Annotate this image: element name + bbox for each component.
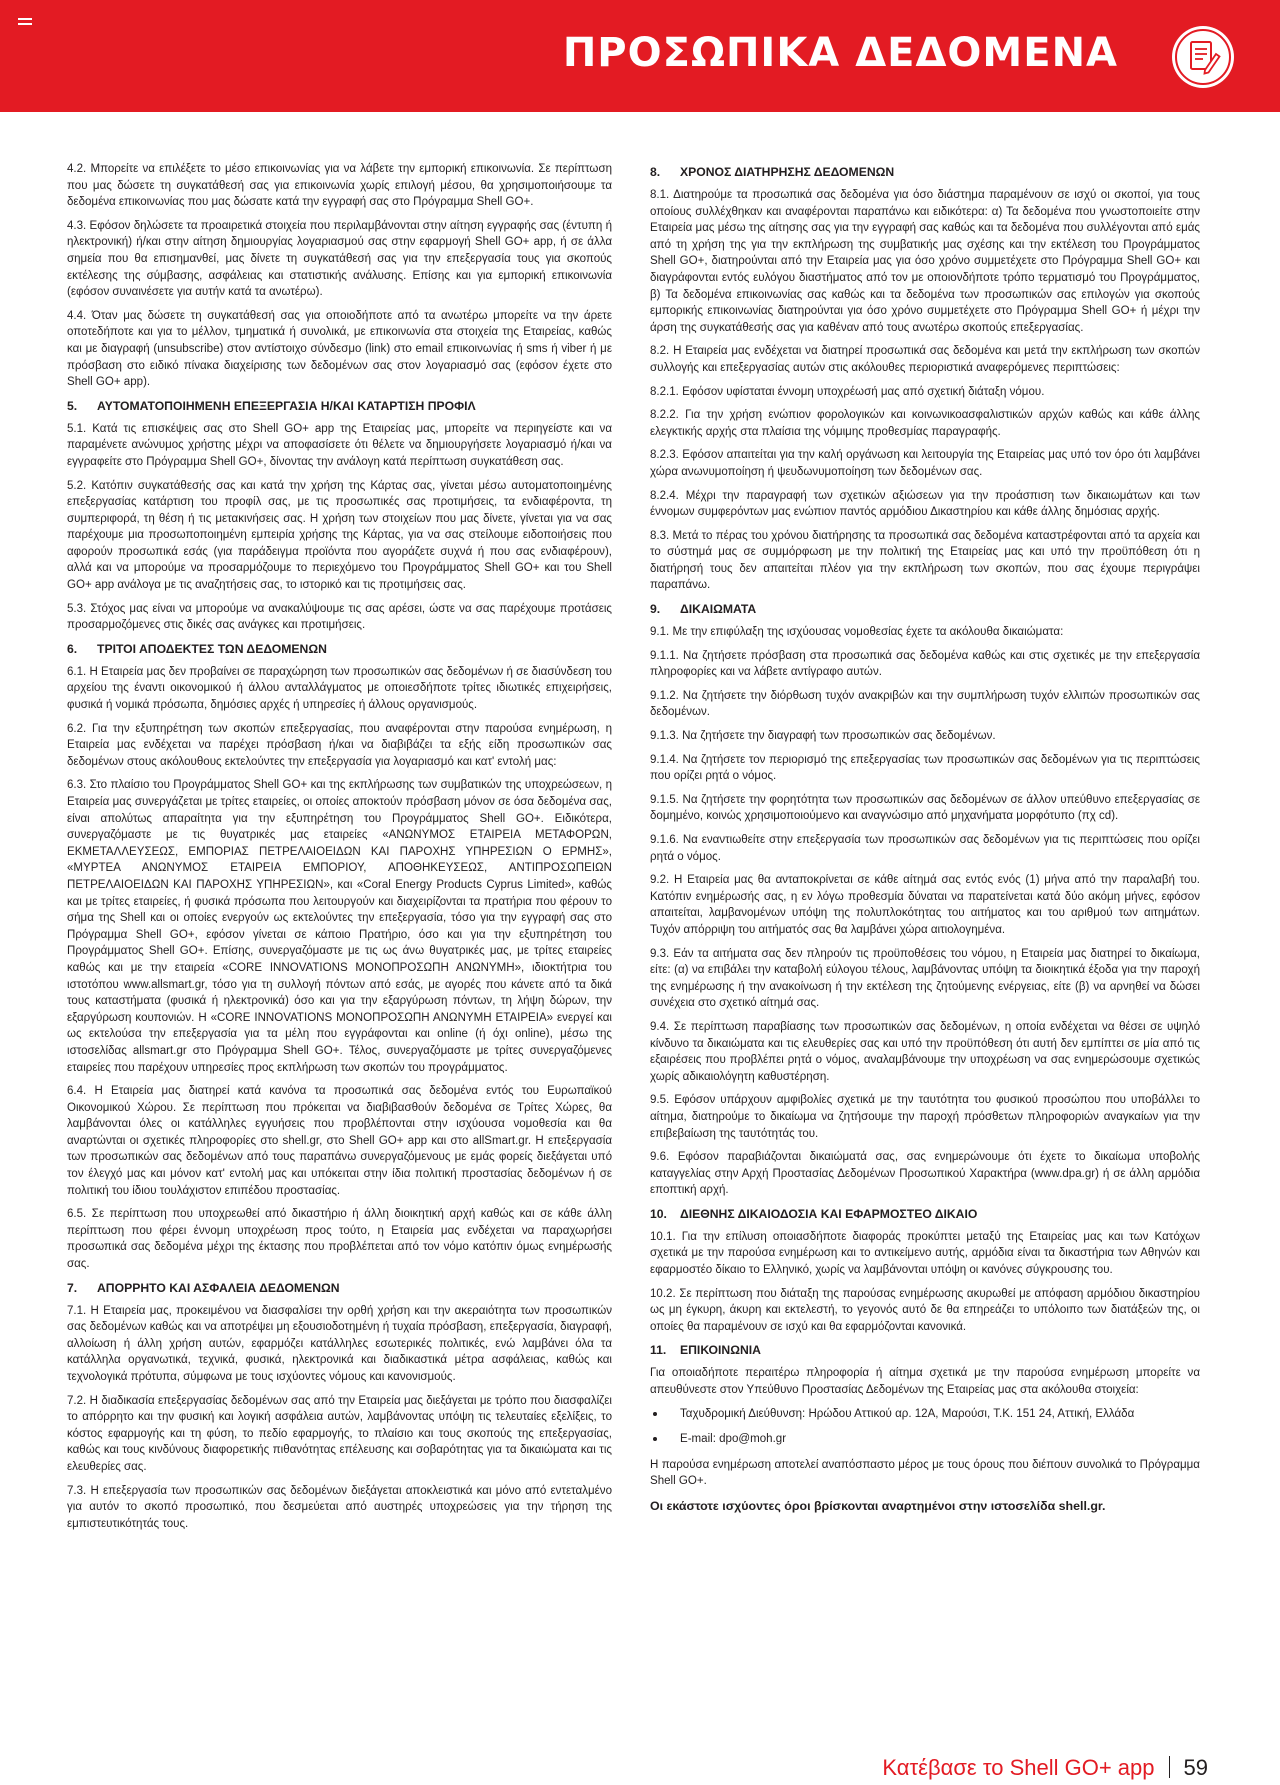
clause-6-3: 6.3. Στο πλαίσιο του Προγράμματος Shell GO+ και της εκπλήρωσης των συμβατικών της υποχρεώσεων, η Εταιρεία μας συνεργάζεται με τρίτες εταιρείες, οι οποίες αποκτούν πρόσβαση μόνον σε όσα δεδομένα σας, είναι απολύτως απαραίτητα για την εξυπηρέτηση του Προγράμματος Shell GO+. Ειδικότερα, συνεργαζόμαστε με τις θυγατρικές μας εταιρείες «ΑΝΩΝΥΜΟΣ ΕΤΑΙΡΕΙΑ ΜΕΤΑΦΟΡΩΝ, ΕΚΜΕΤΑΛΛΕΥΣΕΩΣ, ΕΜΠΟΡΙΑΣ ΠΕΤΡΕΛΑΙΟΕΙΔΩΝ ΚΑΙ ΠΑΡΟΧΗΣ ΥΠΗΡΕΣΙΩΝ Ο ΕΡΜΗΣ», «ΜΥΡΤΕΑ ΑΝΩΝΥΜΟΣ ΕΤΑΙΡΕΙΑ ΕΜΠΟΡΙΟΥ, ΑΠΟΘΗΚΕΥΣΕΩΣ, ΑΝΤΙΠΡΟΣΩΠΕΙΩΝ ΠΕΤΡΕΛΑΙΟΕΙΔΩΝ ΚΑΙ ΠΑΡΟΧΗΣ ΥΠΗΡΕΣΙΩΝ», και «Coral Energy Products Cyprus Limited», καθώς και με τρίτες εταιρείες, ή φυσικά πρόσωπα που λειτουργούν και διαχειρίζονται τα πρατήρια που φέρουν το σήμα της Shell και οι οποίες ενεργούν ως εκτελούντες την επεξεργασία, τόσο για την εγγραφή σας στο Πρόγραμμα Shell GO+, εφόσον γίνεται σε κάποιο Πρατήριο, όσο και για την εξυπηρέτηση του Προγράμματος Shell GO+. Επίσης, συνεργαζόμαστε με τις ως άνω θυγατρικές μας, με τρίτες εταιρείες καθώς και με την εταιρεία «CORE INNOVATIONS ΜΟΝΟΠΡΟΣΩΠΗ ΑΝΩΝΥΜΗ», ιδιοκτήτρια του ιστοτόπου www.allsmart.gr, τόσο για τη συλλογή πόντων από εσάς, με αγορές που κάνετε από τα δικά τους καταστήματα (φυσικά ή ηλεκτρονικά) όσο και για την εξαργύρωση πόντων, τη λήψη δώρων, την εξαργύρωση κουπονιών. Η «CORE INNOVATIONS ΜΟΝΟΠΡΟΣΩΠΗ ΑΝΩΝΥΜΗ ΕΤΑΙΡΕΙΑ» ενεργεί και ως εκτελούσα την επεξεργασία για τα μέλη που εγγράφονται και online (ή όχι online), μέσω της ιστοσελίδας allsmart.gr στο Πρόγραμμα Shell GO+. Τέλος, συνεργαζόμαστε με τρίτες συνεργαζόμενες εταιρείες που παρέχουν υπηρεσίες προς εκπλήρωση των σκοπών του προγράμματος. — [67, 779, 612, 1074]
left-column — [67, 161, 612, 1539]
clause-5-1: 5.1. Κατά τις επισκέψεις σας στο Shell GO+ app της Εταιρείας μας, μπορείτε να περιηγείστε και να παραμένετε ανώνυμος χρήστης μέχρι να αποφασίσετε ότι θέλετε να δημιουργήσετε λογαριασμό ή/και να εγγραφείτε στο Πρόγραμμα Shell GO+, δίνοντας την ανάλογη κατά περίπτωση συγκατάθεση σας. — [67, 422, 612, 468]
contact-intro: Για οποιαδήποτε περαιτέρω πληροφορία ή αίτημα σχετικά με την παρούσα ενημέρωση μπορείτε να απευθύνεστε στον Υπεύθυνο Προστασίας Δεδομένων της Εταιρείας μας στα ακόλουθα στοιχεία: — [650, 1367, 1200, 1397]
menu-icon[interactable] — [18, 18, 32, 30]
section-heading-6: 6. ΤΡΙΤΟΙ ΑΠΟΔΕΚΤΕΣ ΤΩΝ ΔΕΔΟΜΕΝΩΝ — [67, 641, 327, 656]
document-pen-icon — [1172, 26, 1234, 88]
clause-9-4: 9.4. Σε περίπτωση παραβίασης των προσωπικών σας δεδομένων, η οποία ενδέχεται να θέσει σε υψηλό κίνδυνο τα δικαιώματα και τις ελευθερίες σας και υπό την προϋπόθεση ότι αυτή δεν εμπίπτει σε μία από τις εξαιρέσεις που προβλέπει ρητά ο νόμος, αναλαμβάνουμε την υποχρέωση να σας ενημερώσουμε σχετικώς χωρίς αδικαιολόγητη καθυστέρηση. — [650, 1020, 1200, 1083]
clause-9-2: 9.2. Η Εταιρεία μας θα ανταποκρίνεται σε κάθε αίτημά σας εντός ενός (1) μήνα από την παραλαβή του. Κατόπιν ενημέρωσής σας, η εν λόγω προθεσμία δύναται να παρατείνεται κατά δύο ακόμη μήνες, εφόσον απαιτείται, λαμβανομένων υπόψη της πολυπλοκότητας του αιτήματος και του αριθμού των αιτημάτων. Τυχόν απόρριψη του αιτήματός σας θα λαμβάνει χώρα αιτιολογημένα. — [650, 874, 1200, 936]
section-heading-5: 5. ΑΥΤΟΜΑΤΟΠΟΙΗΜΕΝΗ ΕΠΕΞΕΡΓΑΣΙΑ Η/ΚΑΙ ΚΑΤΑΡΤΙΣΗ ΠΡΟΦΙΛ — [67, 398, 476, 413]
section-heading-11: 11. ΕΠΙΚΟΙΝΩΝΙΑ — [650, 1343, 761, 1358]
clause-9-3: 9.3. Εάν τα αιτήματα σας δεν πληρούν τις προϋποθέσεις του νόμου, η Εταιρεία μας διατηρεί το δικαίωμα, είτε: (α) να επιβάλει την καταβολή εύλογου τέλους, λαμβάνοντας υπόψη τα διοικητικά έξοδα για την παροχή της ενημέρωσης ή την ανακοίνωση ή την εκτέλεση της ζητούμενης ενέργειας, είτε (β) να αρνηθεί να δώσει συνέχεια στο σχετικό αίτημά σας. — [650, 947, 1200, 1010]
clause-8-2-1: 8.2.1. Εφόσον υφίσταται έννομη υποχρέωσή μας από σχετική διάταξη νόμου. — [650, 385, 1045, 398]
clause-4-2: 4.2. Μπορείτε να επιλέξετε το μέσο επικοινωνίας για να λάβετε την εμπορική επικοινωνία. Σε περίπτωση που μας δώσετε τη συγκατάθεσή σας για επικοινωνία χωρίς επιλογή μέσου, θα χρησιμοποιήσουμε τα δεδομένα επικοινωνίας που μας δώσατε κατά την εγγραφή σας στο Πρόγραμμα Shell GO+. — [67, 163, 612, 209]
clause-9-1-3: 9.1.3. Να ζητήσετε την διαγραφή των προσωπικών σας δεδομένων. — [650, 730, 996, 743]
page-title: ΠΡΟΣΩΠΙΚΑ ΔΕΔΟΜΕΝΑ — [562, 30, 1118, 76]
right-column — [650, 161, 1200, 1522]
clause-9-6: 9.6. Εφόσον παραβιάζονται δικαιώματά σας, σας ενημερώνουμε ότι έχετε το δικαίωμα υποβολής καταγγελίας στην Αρχή Προστασίας Δεδομένων Προσωπικού Χαρακτήρα (www.dpa.gr) ή σε άλλη αρμόδια εποπτική αρχή. — [650, 1151, 1200, 1197]
contact-list — [650, 1406, 1200, 1448]
footer-divider — [1169, 1756, 1170, 1778]
clause-8-1: 8.1. Διατηρούμε τα προσωπικά σας δεδομένα για όσο διάστημα παραμένουν σε ισχύ οι σκοποί, για τους οποίους συλλέχθηκαν και αναφέρονται παραπάνω και ειδικότερα: α) Τα δεδομένα που γνωστοποιείτε στην Εταιρεία μας μέσω της αίτησης σας για την εγγραφή σας καθώς και τα δεδομένα που συλλέγονται από εμάς από τη χρήση της για την εκπλήρωση της συμβατικής μας σχέσης και την εκτέλεση του Προγράμματος Shell GO+, διατηρούνται από την Εταιρεία μας για όσο χρόνο συμμετέχετε στο Πρόγραμμα Shell GO+ και διαγράφονται εντός ευλόγου διαστήματος από τον με οποιονδήποτε τρόπο τερματισμό του Προγράμματος, β) Τα δεδομένα επικοινωνίας σας καθώς και τα δεδομένα των προσωπικών σας επιλογών για σκοπούς εμπορικής επικοινωνίας διατηρούνται για όσο χρόνο συμμετέχετε στο Πρόγραμμα Shell GO+ ή μέχρι την άρση της συγκατάθεσής σας για καθέναν από τους ανωτέρω σκοπούς επεξεργασίας. — [650, 189, 1200, 334]
clause-9-1-5: 9.1.5. Να ζητήσετε την φορητότητα των προσωπικών σας δεδομένων σε άλλον υπεύθυνο επεξεργασίας σε δομημένο, κοινώς χρησιμοποιούμενο και αναγνώσιμο από μηχανήματα μορφότυπο (πχ cd). — [650, 793, 1200, 823]
clause-6-2: 6.2. Για την εξυπηρέτηση των σκοπών επεξεργασίας, που αναφέρονται στην παρούσα ενημέρωση, η Εταιρεία μας ενδέχεται να παρέχει πρόσβαση ή/και να διαβιβάζει τα εξής είδη προσωπικών σας δεδομένων στους ακόλουθους εκτελούντες την επεξεργασία για λογαριασμό και κατ' εντολή μας: — [67, 722, 612, 768]
page-header — [0, 0, 1280, 112]
clause-6-4: 6.4. Η Εταιρεία μας διατηρεί κατά κανόνα τα προσωπικά σας δεδομένα εντός του Ευρωπαϊκού Οικονομικού Χώρου. Σε περίπτωση που πρόκειται να διαβιβασθούν δεδομένα σε Τρίτες Χώρες, θα λαμβάνονται όλες οι κατάλληλες εγγυήσεις που προβλέπονται στην ισχύουσα νομοθεσία και θα αναρτώνται οι σχετικές πληροφορίες στο shell.gr, στο Shell GO+ app και στο allSmart.gr. Η επεξεργασία των προσωπικών σας δεδομένων από τους παραπάνω συνεργαζόμενους με εμάς φορείς διεξάγεται υπό τον έλεγχό μας και μόνον κατ' εντολή μας και υπόκειται στην ίδια πολιτική προστασίας δεδομένων ή σε πολιτική του ίδιου τουλάχιστον επιπέδου προστασίας. — [67, 1085, 612, 1197]
clause-8-2-3: 8.2.3. Εφόσον απαιτείται για την καλή οργάνωση και λειτουργία της Εταιρείας μας υπό τον όρο ότι λαμβάνει χώρα ανωνυμοποίηση ή ψευδωνυμοποίηση των δεδομένων σας. — [650, 449, 1200, 478]
clause-8-2-4: 8.2.4. Μέχρι την παραγραφή των σχετικών αξιώσεων για την προάσπιση των δικαιωμάτων και των έννομων συμφερόντων μας ενώπιον παντός αρμόδιου Δικαστηρίου και κάθε άλλης δημόσιας αρχής. — [650, 489, 1200, 519]
clause-4-3: 4.3. Εφόσον δηλώσετε τα προαιρετικά στοιχεία που περιλαμβάνονται στην αίτηση εγγραφής σας (έντυπη ή ηλεκτρονική) ή/και στην αίτηση δημιουργίας λογαριασμού σας στην εφαρμογή Shell GO+ app, ή σε άλλα σημεία που θα επισημανθεί, μας δίνετε τη συγκατάθεσή σας για την επεξεργασία τους για σκοπούς εκτέλεσης της σύμβασης, ασφάλειας και στατιστικής ανάλυσης. Επίσης και για εμπορική επικοινωνία (εφόσον συναινέσετε για αυτήν κατά τα ανωτέρω). — [67, 219, 612, 299]
clause-7-3: 7.3. Η επεξεργασία των προσωπικών σας δεδομένων διεξάγεται αποκλειστικά και μόνο από εντεταλμένο για αυτόν το σκοπό προσωπικό, που δεσμεύεται από αυστηρές υποχρεώσεις για την τήρηση της εμπιστευτικότητάς τους. — [67, 1484, 612, 1530]
clause-8-3: 8.3. Μετά το πέρας του χρόνου διατήρησης τα προσωπικά σας δεδομένα καταστρέφονται από τα αρχεία και το σύστημά μας σε συμμόρφωση με την πολιτική της Εταιρείας μας και υπό την προϋπόθεση ότι η διατήρησή τους δεν απαιτείται πλέον για την εκπλήρωση των σκοπών, που σας έχουμε περιγράψει παραπάνω. — [650, 529, 1200, 592]
section-heading-8: 8. ΧΡΟΝΟΣ ΔΙΑΤΗΡΗΣΗΣ ΔΕΔΟΜΕΝΩΝ — [650, 165, 895, 179]
contact-email[interactable]: E-mail: dpo@moh.gr — [650, 1431, 1200, 1448]
clause-4-4: 4.4. Όταν μας δώσετε τη συγκατάθεσή σας για οποιοδήποτε από τα ανωτέρω μπορείτε να την άρετε οποτεδήποτε και για το μέλλον, τμηματικά ή συνολικά, με επικοινωνία στα στοιχεία της Εταιρείας, καθώς και με διαγραφή (unsubscribe) στον αντίστοιχο σύνδεσμο (link) στο email επικοινωνίας ή sms ή viber ή με πρόσβαση στο ειδικό πίνακα διαχείρισης των δεδομένων σας στον λογαριασμό σας (εφόσον έχετε στο Shell GO+ app). — [67, 309, 612, 389]
clause-9-1-2: 9.1.2. Να ζητήσετε την διόρθωση τυχόν ανακριβών και την συμπλήρωση τυχόν ελλιπών προσωπικών σας δεδομένων. — [650, 689, 1200, 719]
contact-address: Ταχυδρομική Διεύθυνση: Ηρώδου Αττικού αρ. 12Α, Μαρούσι, Τ.Κ. 151 24, Αττική, Ελλάδα — [650, 1406, 1200, 1423]
clause-7-2: 7.2. Η διαδικασία επεξεργασίας δεδομένων σας από την Εταιρεία μας διεξάγεται με τρόπο που διασφαλίζει το απόρρητο και την φυσική και λογική ασφάλεια αυτών, λαμβάνοντας υπόψη τις τελευταίες εξελίξεις, το κόστος εφαρμογής και τη φύση, το πεδίο εφαρμογής, το πλαίσιο και τους σκοπούς της επεξεργασίας, καθώς και τους κινδύνους διαφορετικής πιθανότητας επέλευσης και σοβαρότητας για τα δικαιώματα και τις ελευθερίες σας. — [67, 1394, 612, 1473]
clause-9-5: 9.5. Εφόσον υπάρχουν αμφιβολίες σχετικά με την ταυτότητα του φυσικού προσώπου που υποβάλλει το αίτημα, διατηρούμε το δικαίωμα να ζητήσουμε την παροχή πρόσθετων πληροφοριών αναγκαίων για την επιβεβαίωση της ταυτότητάς του. — [650, 1094, 1200, 1140]
clause-10-2: 10.2. Σε περίπτωση που διάταξη της παρούσας ενημέρωσης ακυρωθεί με απόφαση αρμόδιου δικαστηρίου ως μη έγκυρη, άκυρη και εκτελεστή, το γεγονός αυτό δε θα επηρεάζει το υπόλοιπο των διατάξεών της, οι οποίες θα παραμένουν σε ισχύ και θα εφαρμόζονται κανονικά. — [650, 1287, 1200, 1333]
section-heading-9: 9. ΔΙΚΑΙΩΜΑΤΑ — [650, 602, 757, 617]
clause-5-3: 5.3. Στόχος μας είναι να μπορούμε να ανακαλύψουμε τις σας αρέσει, ώστε να σας παρέχουμε προτάσεις προσαρμοζόμενες στις δικές σας ανάγκες και προτιμήσεις. — [67, 602, 612, 632]
clause-7-1: 7.1. Η Εταιρεία μας, προκειμένου να διασφαλίσει την ορθή χρήση και την ακεραιότητα των προσωπικών σας δεδομένων καθώς και να αποτρέψει μη εξουσιοδοτημένη ή τυχαία πρόσβαση, επεξεργασία, διαγραφή, αλλοίωση ή άλλη χρήση αυτών, εφαρμόζει κατάλληλες εσωτερικές πολιτικές, ενώ λαμβάνει όλα τα κατάλληλα οργανωτικά, τεχνικά, φυσικά, ηλεκτρονικά και διαδικαστικά μέτρα ασφάλειας, καθώς και τεχνολογικά πρότυπα, σύμφωνα με τους ισχύοντες νόμους και κανονισμούς. — [67, 1304, 612, 1383]
section-heading-7: 7. ΑΠΟΡΡΗΤΟ ΚΑΙ ΑΣΦΑΛΕΙΑ ΔΕΔΟΜΕΝΩΝ — [67, 1280, 340, 1295]
clause-8-2: 8.2. Η Εταιρεία μας ενδέχεται να διατηρεί προσωπικά σας δεδομένα και μετά την εκπλήρωση των σκοπών συλλογής και επεξεργασίας αυτών στις ακόλουθες περιοριστικά αναφερόμενες περιπτώσεις: — [650, 345, 1200, 374]
contact-note: Η παρούσα ενημέρωση αποτελεί αναπόσπαστο μέρος με τους όρους που διέπουν συνολικά το Πρόγραμμα Shell GO+. — [650, 1458, 1200, 1488]
page-number: 59 — [1183, 1755, 1208, 1780]
clause-5-2: 5.2. Κατόπιν συγκατάθεσής σας και κατά την χρήση της Κάρτας σας, γίνεται μέσω αυτοματοποιημένης επεξεργασίας κατάρτιση του προφίλ σας, με τις προσωπικές σας προτιμήσεις, τα ενδιαφέροντα, τη συμπεριφορά, τη θέση ή τις μετακινήσεις σας. Η χρήση των στοιχείων που μας δίνετε, γίνεται για να σας παρέχουμε μια προσωποποιημένη εμπειρία χρήσης της Κάρτας, για να σας στείλουμε ειδοποιήσεις που αφορούν προσωπικά εσάς (για παράδειγμα προϊόντα που αγοράζετε συχνά ή που σας ενδιαφέρουν), αλλά και να μπορούμε να προσαρμόζουμε το περιεχόμενο του Προγράμματος Shell GO+ και του Shell GO+ app ανάλογα με τις αναζητήσεις σας, το ιστορικό και τις προτιμήσεις σας. — [67, 479, 612, 592]
download-app-cta[interactable]: Κατέβασε το Shell GO+ app — [882, 1755, 1155, 1780]
clause-10-1: 10.1. Για την επίλυση οποιασδήποτε διαφοράς προκύπτει μεταξύ της Εταιρείας μας και των Κατόχων σχετικά με την παρούσα ενημέρωση και το αντικείμενο αυτής, αρμόδια είναι τα δικαστήρια των Αθηνών και εφαρμοστέο δίκαιο το Ελληνικό, χωρίς να λαμβάνονται υπόψη οι κανόνες σύγκρουσης του. — [650, 1230, 1200, 1277]
clause-9-1-4: 9.1.4. Να ζητήσετε τον περιορισμό της επεξεργασίας των προσωπικών σας δεδομένων για τις περιπτώσεις που ορίζει ρητά ο νόμος. — [650, 753, 1200, 783]
section-heading-10: 10. ΔΙΕΘΝΗΣ ΔΙΚΑΙΟΔΟΣΙΑ ΚΑΙ ΕΦΑΡΜΟΣΤΕΟ ΔΙΚΑΙΟ — [650, 1206, 978, 1221]
clause-9-1-1: 9.1.1. Να ζητήσετε πρόσβαση στα προσωπικά σας δεδομένα καθώς και στις σχετικές με την επεξεργασία πληροφορίες και να λάβετε αντίγραφο αυτών. — [650, 649, 1200, 679]
clause-6-5: 6.5. Σε περίπτωση που υποχρεωθεί από δικαστήριο ή άλλη διοικητική αρχή καθώς και σε κάθε άλλη περίπτωση που φέρει έννομη υποχρέωση προς τούτο, η Εταιρεία μας ενδέχεται να παραχωρήσει προσωπικά σας δεδομένα μέχρι της έκτασης που προβλέπεται από τον νόμο κατόπιν όμως ενημέρωσής σας. — [67, 1208, 612, 1271]
terms-closing-note: Οι εκάστοτε ισχύοντες όροι βρίσκονται αναρτημένοι στην ιστοσελίδα shell.gr. — [650, 1499, 1106, 1513]
clause-6-1: 6.1. Η Εταιρεία μας δεν προβαίνει σε παραχώρηση των προσωπικών σας δεδομένων ή σε διασύνδεση του αρχείου της έναντι οικονομικού ή άλλου ανταλλάγματος με οποιεσδήποτε τρίτες ιδιωτικές επιχειρήσεις, φυσικά ή νομικά πρόσωπα, δημόσιες αρχές ή υπηρεσίες ή άλλους οργανισμούς. — [67, 665, 612, 712]
clause-9-1-6: 9.1.6. Να εναντιωθείτε στην επεξεργασία των προσωπικών σας δεδομένων για τις περιπτώσεις που ορίζει ρητά ο νόμος. — [650, 834, 1200, 863]
page-footer — [882, 1755, 1208, 1781]
clause-8-2-2: 8.2.2. Για την χρήση ενώπιον φορολογικών και κοινωνικοασφαλιστικών αρχών καθώς και κάθε άλλης ελεγκτικής αρχής στα πλαίσια της νόμιμης προθεσμίας παραγραφής. — [650, 409, 1200, 438]
clause-9-1: 9.1. Με την επιφύλαξη της ισχύουσας νομοθεσίας έχετε τα ακόλουθα δικαιώματα: — [650, 626, 1064, 639]
